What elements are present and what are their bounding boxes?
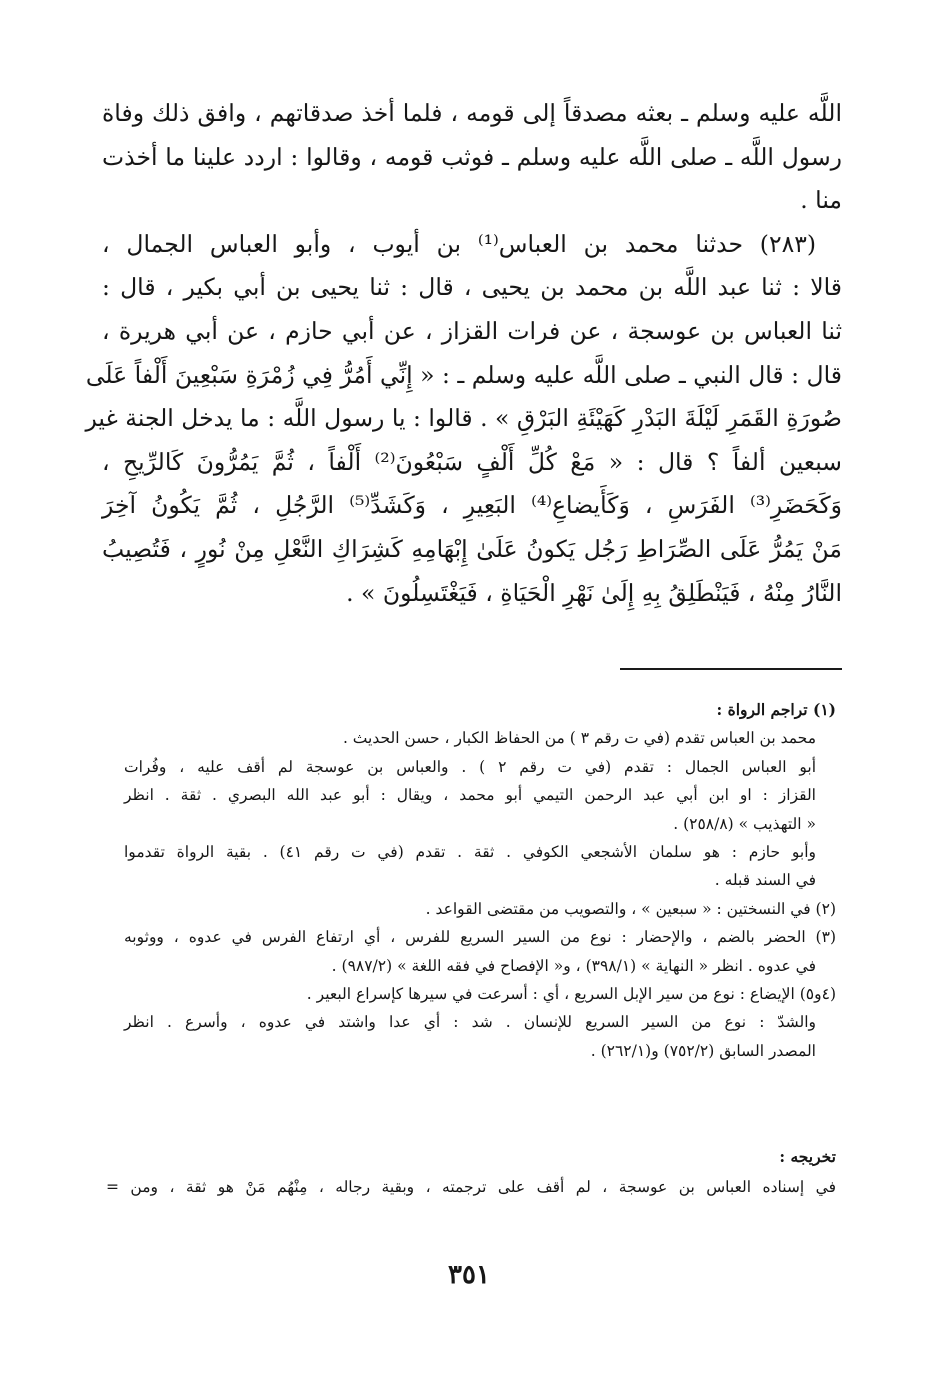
takhrij-section [106,1142,836,1202]
footnote-line: (٢) في النسختين : « سبعين » ، والتصويب من مقتضى القواعد . [425,899,836,918]
footnote-line: وأبو حازم : هو سلمان الأشجعي الكوفي . ثقة . تقدم (في ت رقم ٤١) . بقية الرواة تقدموا [124,842,816,861]
footnote-line: المصدر السابق (٧٥٢/٢) و(٢٦٢/١) . [590,1041,816,1060]
footnote-line: القزاز : او ابن أبي عبد الرحمن التيمي أبو محمد ، ويقال : أبو عبد الله البصري . ثقة . انظر [124,786,816,805]
text-line: النَّارُ مِنْهُ ، فَيَنْطَلِقُ بِهِ إِلَىٰ نَهْرِ الْحَيَاةِ ، فَيَغْتَسِلُونَ » . [346,578,842,607]
text-line: قال : قال النبي ـ صلى اللَّه عليه وسلم ـ : « إِنِّي أَمُرُّ فِي زُمْرَةِ سَبْعِينَ أَلْفاً عَلَى [85,360,842,389]
text-line: اللَّه عليه وسلم ـ بعثه مصدقاً إلى قومه ، فلما أخذ صدقاتهم ، وافق ذلك وفاة [102,99,842,127]
footnote-line: في السند قبله . [714,871,816,890]
footnotes [124,696,836,1065]
hadith-number-line: (٢٨٣) حدثنا محمد بن العباس⁽¹⁾ بن أيوب ، وأبو العباس الجمال ، [102,229,816,258]
footnote-line: أبو العباس الجمال : تقدم (في ت رقم ٢ ) . والعباس بن عوسجة لم أقف عليه ، وفُرات [124,757,817,776]
takhrij-line: في إسناده العباس بن عوسجة ، لم أقف على ترجمته ، وبقية رجاله ، مِنْهُم مَنْ هو ثقة ، ومن = [106,1178,836,1196]
footnote-heading: (١) تراجم الرواة : [716,700,836,719]
footnote-line: في عدوه . انظر « النهاية » (٣٩٨/١) ، و« الإفصاح في فقه اللغة » (٩٨٧/٢) . [331,956,816,975]
text-line: مَنْ يَمُرُّ عَلَى الصِّرَاطِ رَجُل يَكونُ عَلَىٰ إِبْهَامِهِ كَشِرَاكِ النَّعْلِ مِنْ نُورٍ ، فَتُصِيبُ [102,534,842,563]
footnote-line: « التهذيب » (٢٥٨/٨) . [673,814,816,833]
text-line: ثنا العباس بن عوسجة ، عن فرات القزاز ، عن أبي حازم ، عن أبي هريرة ، [102,316,842,345]
footnote-line: (٤و٥) الإيضاع : نوع من سير الإبل السريع ، أي : أسرعت في سيرها كإسراع البعير . [306,984,836,1003]
text-line: صُورَةِ القَمَرِ لَيْلَةَ البَدْرِ كَهَيْئَةِ البَرْقِ » . قالوا : يا رسول اللَّه : ما يدخل الجنة غير [85,404,842,433]
footnote-separator [620,668,842,670]
text-line: قالا : ثنا عبد اللَّه بن محمد بن يحيى ، قال : ثنا يحيى بن أبي بكير ، قال : [102,273,842,302]
footnote-line: محمد بن العباس تقدم (في ت رقم ٣ ) من الحفاظ الكبار ، حسن الحديث . [342,729,816,748]
text-line: سبعين ألفاً ؟ قال : « مَعْ كُلِّ أَلْفٍ سَبْعُونَ⁽²⁾ أَلْفاً ، ثُمَّ يَمُرُّونَ كَالرِّيحِ ، [102,447,843,476]
text-line: وَكَحَضَرِ⁽³⁾ الفَرَسِ ، وَكَأَيضاعِ⁽⁴⁾ البَعِيرِ ، وَكَشَدِّ⁽⁵⁾ الرَّجُلِ ، ثُمَّ يَكُونُ آخِرَ [102,491,842,520]
text-line: رسول اللَّه ـ صلى اللَّه عليه وسلم ـ فوثب قومه ، وقالوا : اردد علينا ما أخذت [102,142,842,171]
footnote-line: والشدّ : نوع من السير السريع للإنسان . شد : أي عدا واشتد في عدوه ، وأسرع . انظر [124,1013,816,1032]
main-text [85,92,843,615]
text-line: منا . [800,186,842,215]
takhrij-title: تخريجه : [779,1147,836,1166]
footnote-line: (٣) الحضر بالضم ، والإحضار : نوع من السير السريع للفرس ، أي ارتفاع الفرس في عدوه ، ووثوبه [124,928,836,947]
page-number: ٣٥١ [448,1260,490,1290]
